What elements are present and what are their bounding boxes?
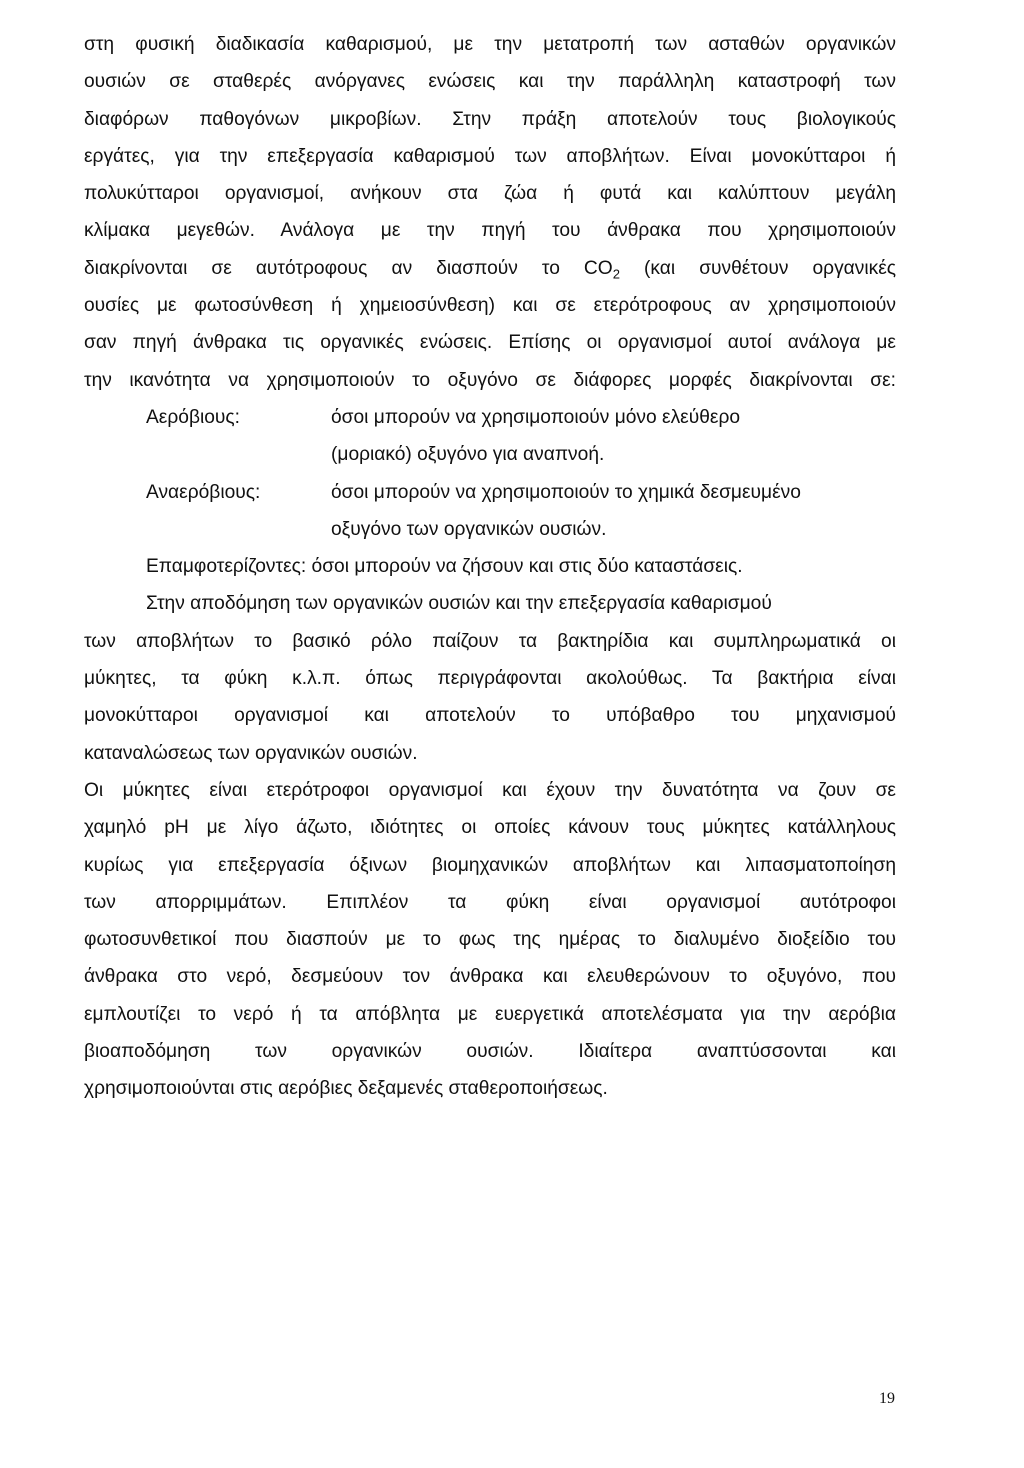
- text-line: καταναλώσεως των οργανικών ουσιών.: [84, 742, 418, 764]
- text-line: μύκητες, τα φύκη κ.λ.π. όπως περιγράφονται ακολούθως. Τα βακτήρια είναι: [84, 668, 896, 690]
- text-line: την ικανότητα να χρησιμοποιούν το οξυγόνο σε διάφορες μορφές διακρίνονται σε:: [84, 369, 896, 391]
- text-line: εμπλουτίζει το νερό ή τα απόβλητα με ευεργετικά αποτελέσματα για την αερόβια: [84, 1003, 896, 1025]
- definition-text: (μοριακό) οξυγόνο για αναπνοή.: [331, 444, 605, 466]
- text-line: εργάτες, για την επεξεργασία καθαρισμού των αποβλήτων. Είναι μονοκύτταροι ή: [84, 145, 896, 167]
- text-line: ουσίες με φωτοσύνθεση ή χημειοσύνθεση) και σε ετερότροφους αν χρησιμοποιούν: [84, 295, 896, 317]
- definition-text: όσοι μπορούν να χρησιμοποιούν το χημικά δεσμευμένο: [331, 481, 801, 503]
- definition-aerobic: [84, 399, 896, 436]
- text-line-co2: [84, 250, 896, 287]
- text-line: Οι μύκητες είναι ετερότροφοι οργανισμοί και έχουν την δυνατότητα να ζουν σε: [84, 779, 896, 801]
- definition-anaerobic-cont: [84, 511, 896, 548]
- text-fragment: (και συνθέτουν οργανικές: [619, 257, 897, 279]
- text-line: σαν πηγή άνθρακα τις οργανικές ενώσεις. Επίσης οι οργανισμοί αυτοί ανάλογα με: [84, 332, 896, 354]
- text-line: άνθρακα στο νερό, δεσμεύουν τον άνθρακα και ελευθερώνουν το οξυγόνο, που: [84, 966, 896, 988]
- text-line: κυρίως για επεξεργασία όξινων βιομηχανικών αποβλήτων και λιπασματοποίηση: [84, 854, 896, 876]
- definition-aerobic-cont: [84, 436, 896, 473]
- text-line: των απορριμμάτων. Επιπλέον τα φύκη είναι οργανισμοί αυτότροφοι: [84, 891, 896, 913]
- definition-label: Αερόβιους:: [146, 406, 240, 428]
- text-fragment: διακρίνονται σε αυτότροφους αν διασπούν το CO: [84, 257, 613, 279]
- definition-text: όσοι μπορούν να χρησιμοποιούν μόνο ελεύθερο: [331, 406, 741, 428]
- text-line: κλίμακα μεγεθών. Ανάλογα με την πηγή του άνθρακα που χρησιμοποιούν: [84, 220, 896, 242]
- text-line: χρησιμοποιούνται στις αερόβιες δεξαμενές σταθεροποιήσεως.: [84, 1078, 608, 1100]
- text-line: στη φυσική διαδικασία καθαρισμού, με την μετατροπή των ασταθών οργανικών: [84, 34, 896, 55]
- text-line: χαμηλό pH με λίγο άζωτο, ιδιότητες οι οποίες κάνουν τους μύκητες κατάλληλους: [84, 817, 896, 839]
- definition-label: Αναερόβιους:: [146, 481, 261, 503]
- body-text: [84, 26, 896, 1108]
- definition-text: Επαμφοτερίζοντες: όσοι μπορούν να ζήσουν και στις δύο καταστάσεις.: [146, 556, 743, 578]
- text-line: βιοαποδόμηση των οργανικών ουσιών. Ιδιαίτερα αναπτύσσονται και: [84, 1041, 896, 1063]
- subscript-2: 2: [612, 266, 620, 282]
- text-line: μονοκύτταροι οργανισμοί και αποτελούν το υπόβαθρο του μηχανισμού: [84, 705, 896, 727]
- text-line: Στην αποδόμηση των οργανικών ουσιών και την επεξεργασία καθαρισμού: [146, 593, 772, 615]
- text-line: φωτοσυνθετικοί που διασπούν με το φως της ημέρας το διαλυμένο διοξείδιο του: [84, 929, 896, 951]
- text-line: πολυκύτταροι οργανισμοί, ανήκουν στα ζώα ή φυτά και καλύπτουν μεγάλη: [84, 183, 896, 205]
- definition-facultative: [84, 548, 896, 585]
- page-number: 19: [879, 1390, 895, 1407]
- text-line: διαφόρων παθογόνων μικροβίων. Στην πράξη αποτελούν τους βιολογικούς: [84, 108, 896, 130]
- definition-anaerobic: [84, 474, 896, 511]
- text-line: ουσιών σε σταθερές ανόργανες ενώσεις και την παράλληλη καταστροφή των: [84, 71, 896, 93]
- paragraph-start: [84, 585, 896, 622]
- text-line: των αποβλήτων το βασικό ρόλο παίζουν τα βακτηρίδια και συμπληρωματικά οι: [84, 630, 896, 652]
- definition-text: οξυγόνο των οργανικών ουσιών.: [331, 518, 607, 540]
